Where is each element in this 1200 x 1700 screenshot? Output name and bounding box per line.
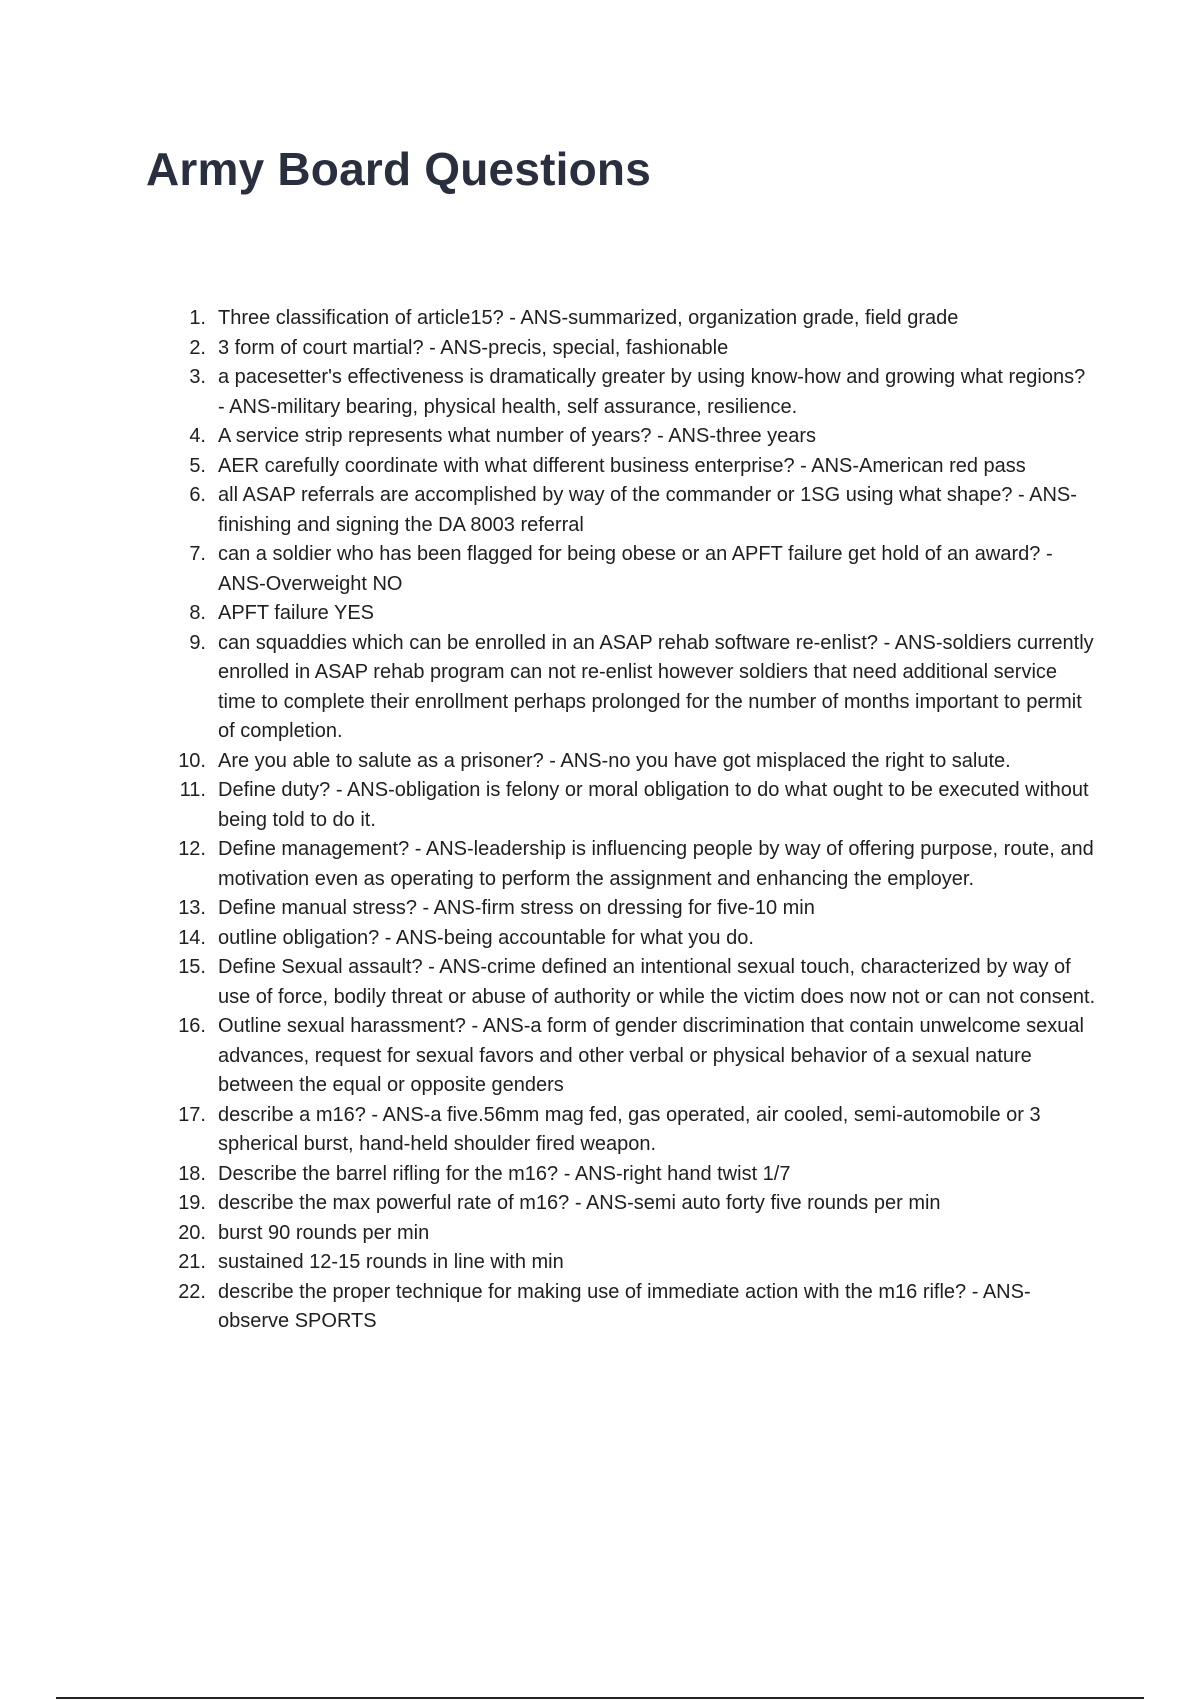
item-text: Outline sexual harassment? - ANS-a form of gender discrimination that contain unwelcome sexual advances, request for sexual favors and other verbal or physical behavior of a sexual nature between the equal or opposite genders — [218, 1015, 1084, 1096]
list-item — [146, 452, 1096, 482]
item-number: 18. — [178, 1162, 206, 1185]
qa-list — [146, 304, 1096, 1337]
item-text: A service strip represents what number of years? - ANS-three years — [218, 425, 817, 447]
item-number: 19. — [178, 1192, 206, 1214]
footer-divider — [56, 1697, 1144, 1699]
item-number: 6. — [189, 484, 206, 506]
item-text: all ASAP referrals are accomplished by way of the commander or 1SG using what shape? - ANS-finishing and signing the DA 8003 referral — [218, 484, 1077, 536]
list-item — [146, 481, 1096, 540]
list-item — [146, 1219, 1096, 1249]
list-item — [146, 835, 1096, 894]
item-number: 9. — [189, 631, 206, 654]
item-number: 8. — [189, 602, 206, 624]
item-text: Define duty? - ANS-obligation is felony or moral obligation to do what ought to be executed without being told to do it. — [218, 779, 1089, 831]
list-item — [146, 599, 1096, 629]
item-text: a pacesetter's effectiveness is dramatically greater by using know-how and growing what regions? - ANS-military bearing, physical health, self assurance, resilience. — [218, 366, 1086, 418]
list-item — [146, 1101, 1096, 1160]
item-number: 5. — [189, 454, 206, 477]
item-text: Define manual stress? - ANS-firm stress on dressing for five-10 min — [218, 897, 815, 919]
item-text: Three classification of article15? - ANS-summarized, organization grade, field grade — [218, 307, 959, 329]
item-text: 3 form of court martial? - ANS-precis, special, fashionable — [218, 336, 729, 359]
item-text: can squaddies which can be enrolled in an ASAP rehab software re-enlist? - ANS-soldiers currently enrolled in ASAP rehab program can not re-enlist however soldiers that need additional service time to complete their enrollment perhaps prolonged for the number of months important to permit of completion. — [218, 631, 1094, 742]
item-number: 12. — [178, 838, 206, 860]
list-item — [146, 1012, 1096, 1101]
item-text: Describe the barrel rifling for the m16? - ANS-right hand twist 1/7 — [218, 1162, 791, 1185]
item-text: burst 90 rounds per min — [218, 1221, 430, 1244]
item-text: describe a m16? - ANS-a five.56mm mag fed, gas operated, air cooled, semi-automobile or 3 spherical burst, hand-held shoulder fired weapon. — [218, 1103, 1041, 1155]
item-number: 14. — [178, 926, 206, 949]
item-number: 3. — [189, 366, 206, 388]
list-item — [146, 894, 1096, 924]
list-item — [146, 776, 1096, 835]
item-text: describe the max powerful rate of m16? - ANS-semi auto forty five rounds per min — [218, 1192, 941, 1214]
item-number: 7. — [189, 543, 206, 565]
item-number: 20. — [178, 1221, 206, 1244]
list-item — [146, 953, 1096, 1012]
item-text: describe the proper technique for making use of immediate action with the m16 rifle? - ANS-observe SPORTS — [218, 1280, 1031, 1332]
list-item — [146, 1248, 1096, 1278]
item-number: 15. — [178, 956, 206, 978]
item-number: 4. — [189, 425, 206, 447]
item-text: AER carefully coordinate with what different business enterprise? - ANS-American red pass — [218, 454, 1026, 477]
list-item — [146, 1160, 1096, 1190]
item-number: 16. — [178, 1015, 206, 1037]
item-text: APFT failure YES — [218, 602, 374, 624]
item-number: 22. — [178, 1280, 206, 1303]
item-number: 21. — [178, 1251, 206, 1273]
list-item — [146, 304, 1096, 334]
item-text: outline obligation? - ANS-being accountable for what you do. — [218, 926, 754, 949]
list-item — [146, 1189, 1096, 1219]
list-item — [146, 629, 1096, 747]
item-number: 10. — [178, 749, 206, 772]
item-text: Define Sexual assault? - ANS-crime defined an intentional sexual touch, characterized by way of use of force, bodily threat or abuse of authority or while the victim does now not or can not consent. — [218, 956, 1096, 1008]
list-item — [146, 1278, 1096, 1337]
list-item — [146, 422, 1096, 452]
item-number: 13. — [178, 897, 206, 919]
item-text: sustained 12-15 rounds in line with min — [218, 1251, 564, 1273]
item-text: can a soldier who has been flagged for being obese or an APFT failure get hold of an award? - ANS-Overweight NO — [218, 543, 1053, 595]
item-number: 11. — [179, 779, 206, 801]
list-item — [146, 747, 1096, 777]
list-item — [146, 334, 1096, 364]
list-item — [146, 540, 1096, 599]
list-item — [146, 363, 1096, 422]
item-number: 17. — [178, 1103, 206, 1126]
page-title: Army Board Questions — [146, 143, 651, 195]
item-text: Define management? - ANS-leadership is influencing people by way of offering purpose, route, and motivation even as operating to perform the assignment and enhancing the employer. — [218, 838, 1094, 890]
item-number: 2. — [189, 336, 206, 359]
list-item — [146, 924, 1096, 954]
item-number: 1. — [189, 307, 206, 329]
item-text: Are you able to salute as a prisoner? - ANS-no you have got misplaced the right to salute. — [218, 749, 1011, 772]
